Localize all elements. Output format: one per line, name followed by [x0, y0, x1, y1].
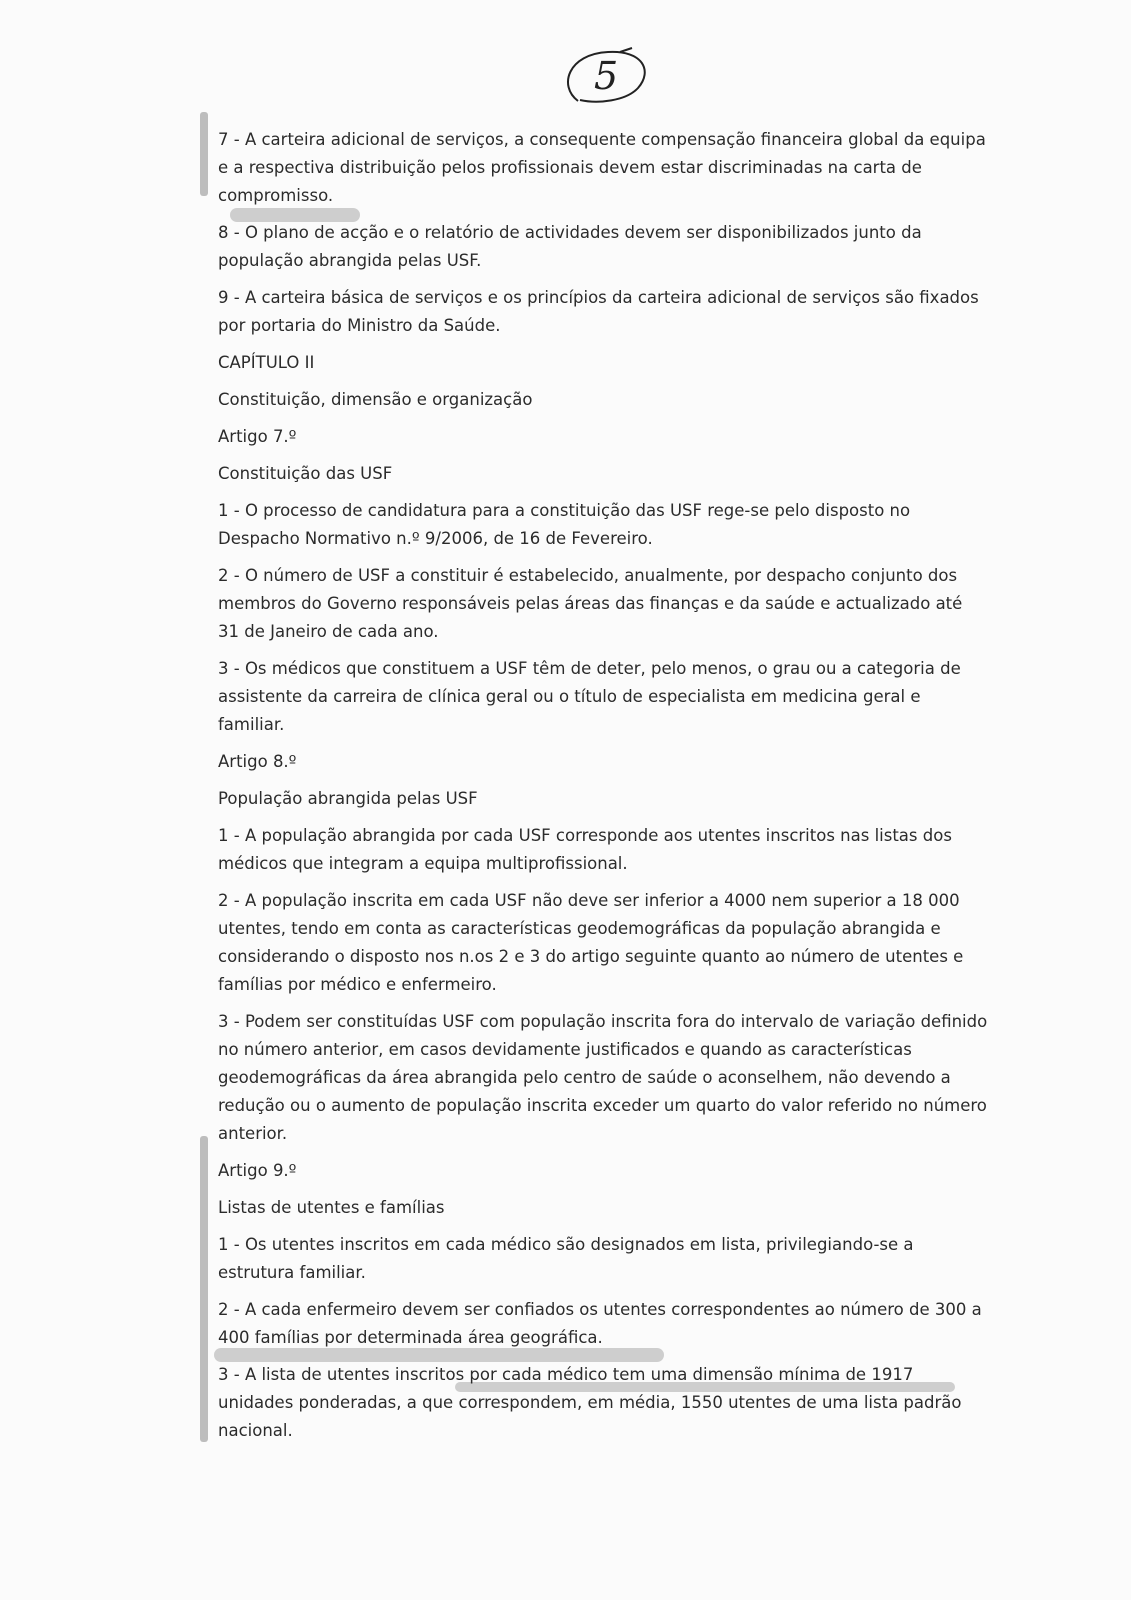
- document-body: [218, 126, 988, 1454]
- paragraph: 1 - O processo de candidatura para a constituição das USF rege-se pelo disposto no Despacho Normativo n.º 9/2006, de 16 de Fevereiro.: [218, 501, 911, 548]
- pencil-bracket-bottom: [200, 1136, 208, 1442]
- paragraph: 2 - A cada enfermeiro devem ser confiados os utentes correspondentes ao número de 300 a 400 famílias por determinada área geográfica.: [218, 1300, 982, 1347]
- paragraph: 2 - O número de USF a constituir é estabelecido, anualmente, por despacho conjunto dos membros do Governo responsáveis pelas áreas das finanças e da saúde e actualizado até 31 de Janeiro de cada ano.: [218, 566, 963, 641]
- handwritten-page-number: [558, 46, 658, 108]
- paragraph: 9 - A carteira básica de serviços e os princípios da carteira adicional de serviços são fixados por portaria do Ministro da Saúde.: [218, 288, 979, 335]
- article-title: Constituição das USF: [218, 464, 393, 483]
- paragraph: 7 - A carteira adicional de serviços, a consequente compensação financeira global da equipa e a respectiva distribuição pelos profissionais devem estar discriminadas na carta de compromisso.: [218, 130, 986, 205]
- chapter-title: Constituição, dimensão e organização: [218, 390, 533, 409]
- paragraph: 3 - Os médicos que constituem a USF têm de deter, pelo menos, o grau ou a categoria de assistente da carreira de clínica geral ou o título de especialista em medicina geral e familiar.: [218, 659, 961, 734]
- article-heading: Artigo 9.º: [218, 1161, 297, 1180]
- article-title: População abrangida pelas USF: [218, 789, 478, 808]
- page-number-text: 5: [594, 54, 619, 98]
- chapter-heading: CAPÍTULO II: [218, 353, 315, 372]
- paragraph: 2 - A população inscrita em cada USF não deve ser inferior a 4000 nem superior a 18 000 utentes, tendo em conta as características geodemográficas da população abrangida e considerando o disposto nos n.os 2 e 3 do artigo seguinte quanto ao número de utentes e famílias por médico e enfermeiro.: [218, 891, 964, 994]
- paragraph: 3 - A lista de utentes inscritos por cada médico tem uma dimensão mínima de 1917 unidades ponderadas, a que correspondem, em média, 1550 utentes de uma lista padrão nacional.: [218, 1365, 962, 1440]
- paragraph: 1 - A população abrangida por cada USF corresponde aos utentes inscritos nas listas dos médicos que integram a equipa multiprofissional.: [218, 826, 952, 873]
- article-heading: Artigo 8.º: [218, 752, 297, 771]
- paragraph: 8 - O plano de acção e o relatório de actividades devem ser disponibilizados junto da população abrangida pelas USF.: [218, 223, 922, 270]
- article-heading: Artigo 7.º: [218, 427, 297, 446]
- pencil-bracket-top: [200, 112, 208, 196]
- paragraph: 1 - Os utentes inscritos em cada médico são designados em lista, privilegiando-se a estrutura familiar.: [218, 1235, 914, 1282]
- paragraph: 3 - Podem ser constituídas USF com população inscrita fora do intervalo de variação definido no número anterior, em casos devidamente justificados e quando as características geodemográficas da área abrangida pelo centro de saúde o aconselhem, não devendo a redução ou o aumento de população inscrita exceder um quarto do valor referido no número anterior.: [218, 1012, 988, 1143]
- article-title: Listas de utentes e famílias: [218, 1198, 445, 1217]
